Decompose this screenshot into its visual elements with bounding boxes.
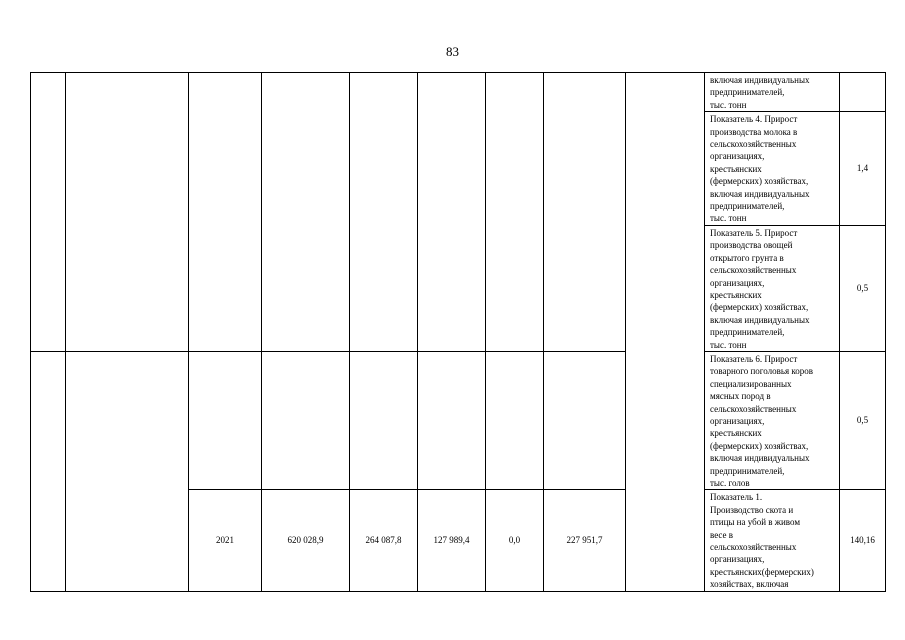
indicator-text: Показатель 5. Прирост производства овощей открытого грунта в сельскохозяйственных организациях, крестьянских (фермерских) хозяйствах, включая индивидуальных предпринимателей, тыс. тонн [710,227,810,350]
empty-cell [350,351,418,489]
value-cell: 140,16 [840,490,886,591]
amount-cell: 264 087,8 [350,490,418,591]
indicator-cell [705,112,840,226]
empty-cell [544,351,626,489]
empty-cell [66,351,189,591]
amount-cell: 0,0 [486,490,544,591]
empty-cell [418,73,486,352]
empty-cell [418,351,486,489]
program-table [30,72,886,592]
indicator-text: Показатель 4. Прирост производства молока в сельскохозяйственных организациях, крестьянских (фермерских) хозяйствах, включая индивидуальных предпринимателей, тыс. тонн [710,114,810,224]
empty-cell [544,73,626,352]
indicator-text: Показатель 1. Производство скота и птицы на убой в живом весе в сельскохозяйственных организациях, крестьянских(фермерских) хозяйствах, включая [710,492,814,590]
empty-cell [350,73,418,352]
table-row [31,351,886,489]
indicator-cell [705,225,840,351]
empty-cell [31,351,66,591]
empty-cell [262,73,350,352]
amount-cell: 227 951,7 [544,490,626,591]
empty-cell [31,73,66,352]
empty-cell [486,73,544,352]
indicator-text: Показатель 6. Прирост товарного поголовья коров специализированных мясных пород в сельскохозяйственных организациях, крестьянских (фермерских) хозяйствах, включая индивидуальных предпринимателей, тыс. голов [710,353,814,488]
empty-cell [66,73,189,352]
value-cell [840,73,886,112]
value-cell: 0,5 [840,351,886,489]
empty-cell [262,351,350,489]
indicator-cell [705,490,840,591]
table-row [31,73,886,112]
value-cell: 0,5 [840,225,886,351]
empty-cell [486,351,544,489]
total-cell: 620 028,9 [262,490,350,591]
indicator-cell [705,73,840,112]
amount-cell: 127 989,4 [418,490,486,591]
indicator-cell [705,351,840,489]
value-cell: 1,4 [840,112,886,226]
year-cell: 2021 [189,490,262,591]
empty-cell [189,73,262,352]
empty-cell [189,351,262,489]
indicator-text: включая индивидуальных предпринимателей, тыс. тонн [710,75,810,110]
empty-cell [626,73,705,592]
page-number: 83 [446,44,459,59]
